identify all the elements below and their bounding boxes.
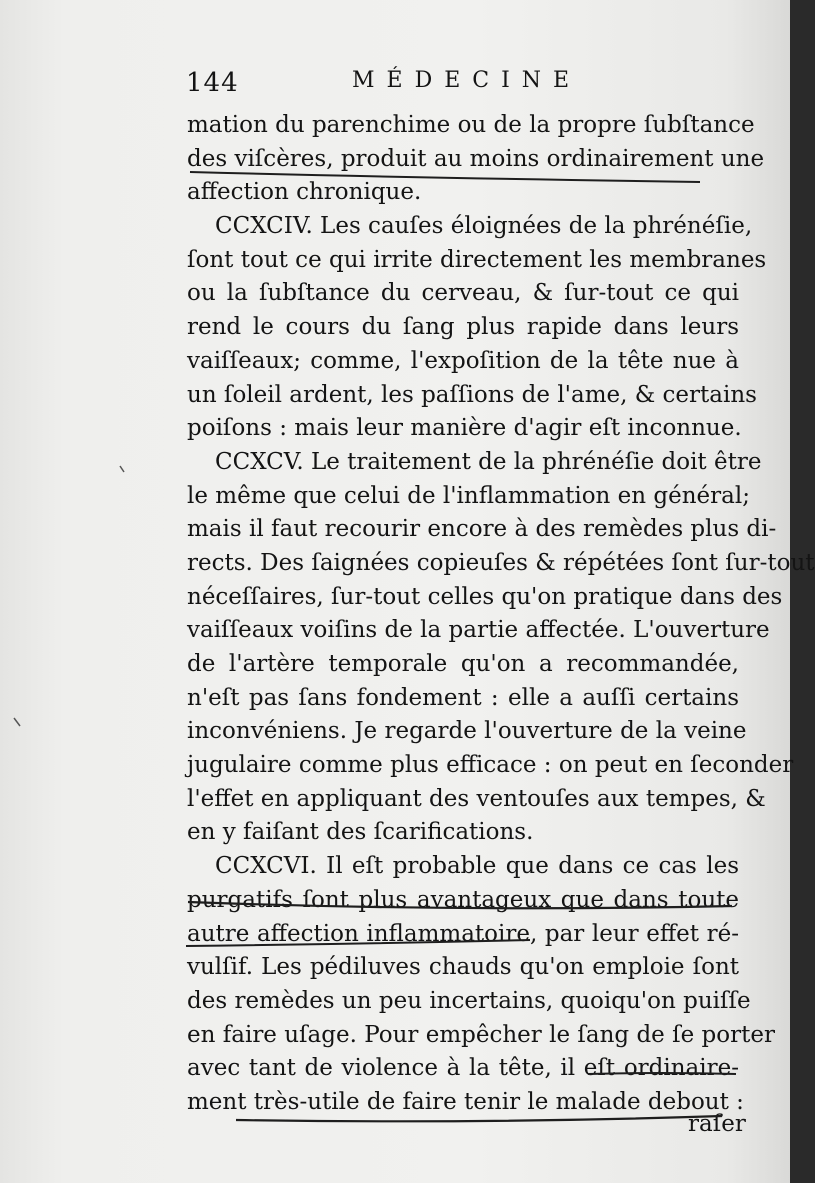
text-line: un ſoleil ardent, les paſſions de l'ame, & certains xyxy=(187,381,757,408)
text-line: affection chronique. xyxy=(187,179,422,206)
text-line: ment très-utile de faire tenir le malade debout : xyxy=(187,1088,744,1115)
paragraph-start-ccxcvi: CCXCVI. Il eſt probable que dans ce cas les xyxy=(215,853,739,880)
text-line: poiſons : mais leur manière d'agir eſt inconnue. xyxy=(187,415,742,442)
text-line: de l'artère temporale qu'on a recommandée, xyxy=(187,651,739,677)
text-line: des viſcères, produit au moins ordinairement une xyxy=(187,145,765,172)
margin-tick xyxy=(14,718,20,726)
text-line: vaiſſeaux; comme, l'expoſition de la tête nue à xyxy=(187,347,739,374)
text-line: n'eſt pas ſans fondement : elle a auſſi certains xyxy=(187,684,739,711)
text-line: en faire uſage. Pour empêcher le ſang de ſe porter xyxy=(187,1021,775,1048)
text-line: ſont tout ce qui irrite directement les membranes xyxy=(187,246,767,273)
text-line: des remèdes un peu incertains, quoiqu'on puiſſe xyxy=(187,987,751,1014)
running-title: MÉDECINE xyxy=(352,68,582,93)
paragraph-start-ccxcv: CCXCV. Le traitement de la phrénéſie doit être xyxy=(215,448,762,475)
text-line: purgatifs ſont plus avantageux que dans toute xyxy=(187,886,739,913)
margin-tick xyxy=(120,466,124,472)
text-line: l'effet en appliquant des ventouſes aux tempes, & xyxy=(187,785,766,812)
catchword: raſer xyxy=(688,1111,746,1137)
page-header xyxy=(186,68,746,102)
text-line: le même que celui de l'inflammation en général; xyxy=(187,482,750,509)
text-line: en y faiſant des ſcarifications. xyxy=(187,819,534,846)
text-line: vulſif. Les pédiluves chauds qu'on emploie ſont xyxy=(187,954,739,981)
text-line: inconvéniens. Je regarde l'ouverture de la veine xyxy=(187,718,747,745)
text-line: autre affection inflammatoire, par leur effet ré- xyxy=(187,920,739,947)
body-text xyxy=(187,109,815,1120)
text-line: vaiſſeaux voiſins de la partie affectée. L'ouverture xyxy=(187,617,770,644)
page-number: 144 xyxy=(186,68,239,98)
paragraph-start-ccxciv: CCXCIV. Les cauſes éloignées de la phrénéſie, xyxy=(215,213,753,240)
text-line: rend le cours du ſang plus rapide dans leurs xyxy=(187,314,739,341)
text-line: rects. Des ſaignées copieuſes & répétées ſont ſur-tout xyxy=(187,549,815,576)
text-line: jugulaire comme plus efficace : on peut en ſeconder xyxy=(187,752,794,779)
text-line: mais il faut recourir encore à des remèdes plus di- xyxy=(187,516,777,543)
text-line: mation du parenchime ou de la propre ſubſtance xyxy=(187,112,755,138)
text-line: avec tant de violence à la tête, il eſt ordinaire- xyxy=(187,1055,739,1082)
text-line: néceſſaires, ſur-tout celles qu'on pratique dans des xyxy=(187,583,783,610)
text-line: ou la ſubſtance du cerveau, & ſur-tout ce qui xyxy=(187,280,739,307)
